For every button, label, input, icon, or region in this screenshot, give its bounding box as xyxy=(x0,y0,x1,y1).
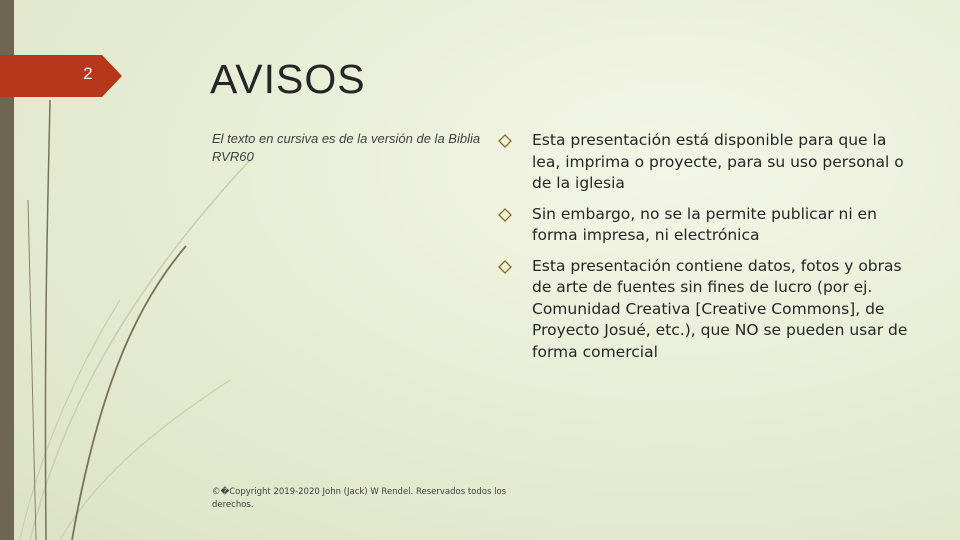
slide-title: AVISOS xyxy=(210,56,366,102)
diamond-outline-icon xyxy=(498,208,512,222)
italic-note: El texto en cursiva es de la versión de la Biblia RVR60 xyxy=(212,131,481,164)
diamond-outline-icon xyxy=(498,134,512,148)
bullet-item xyxy=(496,256,916,364)
copyright-notice: ©�Copyright 2019-2020 John (Jack) W Rendel. Reservados todos los derechos. xyxy=(212,487,507,510)
bullet-text: Sin embargo, no se la permite publicar ni en forma impresa, ni electrónica xyxy=(532,204,877,244)
bullet-item xyxy=(496,130,916,195)
bullet-item xyxy=(496,204,916,247)
slide-number: 2 xyxy=(83,64,93,83)
bullet-text: Esta presentación contiene datos, fotos y obras de arte de fuentes sin fines de lucro (por ej. Comunidad Creativa [Creative Commons], de Proyecto Josué, etc.), que NO se pueden usar de forma comercial xyxy=(532,256,908,361)
bullet-text: Esta presentación está disponible para que la lea, imprima o proyecte, para su uso personal o de la iglesia xyxy=(532,131,904,192)
slide-number-tab xyxy=(0,55,122,97)
diamond-outline-icon xyxy=(498,260,512,274)
bullet-list xyxy=(496,130,916,372)
